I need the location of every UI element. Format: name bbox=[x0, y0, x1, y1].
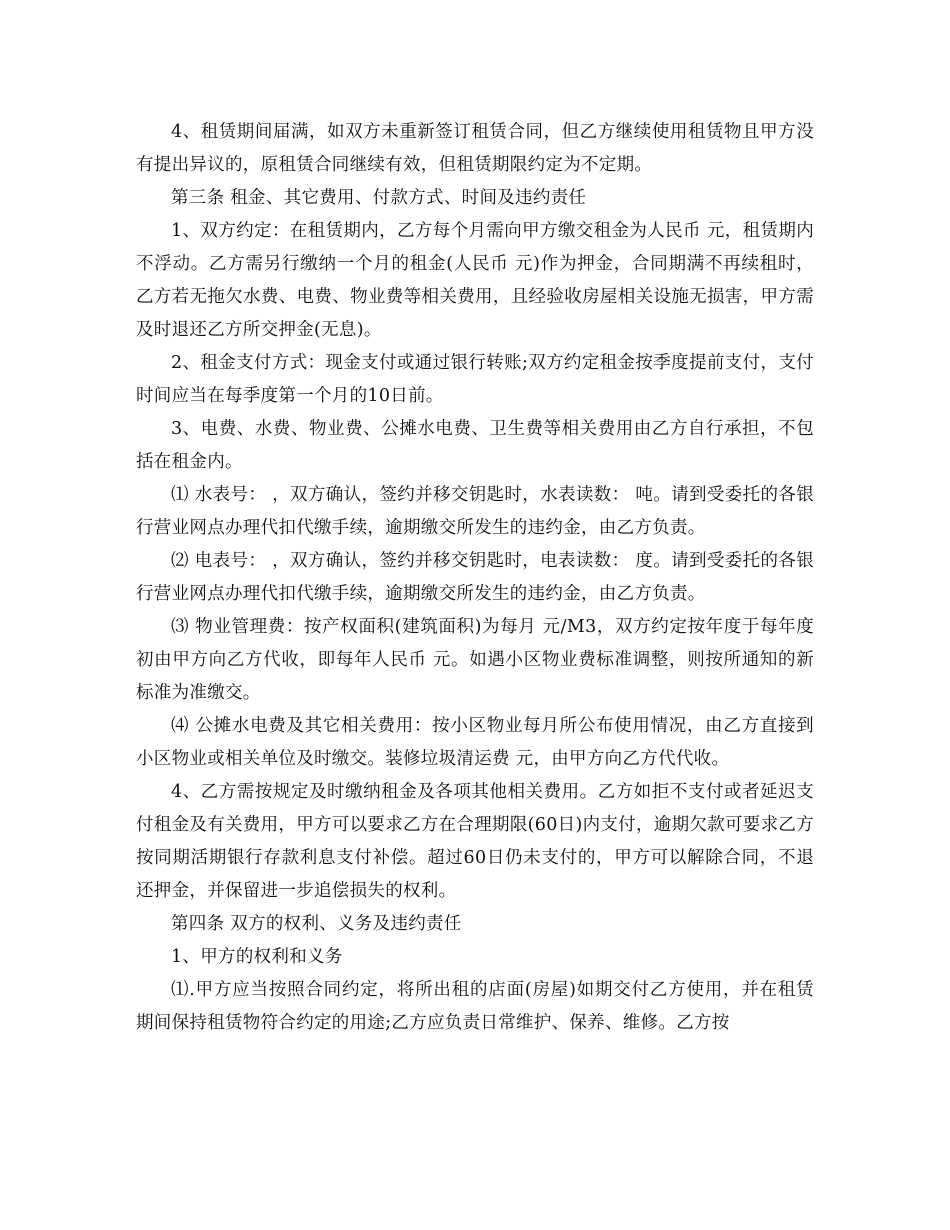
paragraph-late-payment: 4、乙方需按规定及时缴纳租金及各项其他相关费用。乙方如拒不支付或者延迟支付租金及有关费用，甲方可以要求乙方在合理期限(60日)内支付，逾期欠款可要求乙方按同期活期银行存款利息支付补偿。超过60日仍未支付的，甲方可以解除合同，不退还押金，并保留进一步追偿损失的权利。 bbox=[136, 782, 814, 901]
document-body bbox=[136, 116, 814, 1040]
paragraph-electric-meter: ⑵ 电表号： ，双方确认，签约并移交钥匙时，电表读数： 度。请到受委托的各银行营业网点办理代扣代缴手续，逾期缴交所发生的违约金，由乙方负责。 bbox=[136, 551, 814, 604]
paragraph-property-fee: ⑶ 物业管理费：按产权面积(建筑面积)为每月 元/M3，双方约定按年度于每年度初由甲方向乙方代收，即每年人民币 元。如遇小区物业费标准调整，则按所通知的新标准为准缴交。 bbox=[136, 617, 814, 703]
paragraph-utility-fees: 3、电费、水费、物业费、公摊水电费、卫生费等相关费用由乙方自行承担，不包括在租金内。 bbox=[136, 419, 814, 472]
paragraph-water-meter: ⑴ 水表号： ，双方确认，签约并移交钥匙时，水表读数： 吨。请到受委托的各银行营业网点办理代扣代缴手续，逾期缴交所发生的违约金，由乙方负责。 bbox=[136, 485, 814, 538]
heading-article-3: 第三条 租金、其它费用、付款方式、时间及违约责任 bbox=[171, 188, 587, 208]
paragraph-shared-fees: ⑷ 公摊水电费及其它相关费用：按小区物业每月所公布使用情况，由乙方直接到小区物业或相关单位及时缴交。装修垃圾清运费 元，由甲方向乙方代代收。 bbox=[136, 716, 814, 769]
paragraph-rent-agreement: 1、双方约定：在租赁期内，乙方每个月需向甲方缴交租金为人民币 元，租赁期内不浮动。乙方需另行缴纳一个月的租金(人民币 元)作为押金，合同期满不再续租时，乙方若无拖欠水费、电费、物业费等相关费用，且经验收房屋相关设施无损害，甲方需及时退还乙方所交押金(无息)。 bbox=[136, 221, 814, 340]
heading-article-4: 第四条 双方的权利、义务及违约责任 bbox=[171, 914, 462, 934]
paragraph-party-a-duty-1: ⑴.甲方应当按照合同约定，将所出租的店面(房屋)如期交付乙方使用，并在租赁期间保持租赁物符合约定的用途;乙方应负责日常维护、保养、维修。乙方按 bbox=[136, 980, 814, 1033]
heading-party-a-rights: 1、甲方的权利和义务 bbox=[171, 947, 343, 967]
paragraph-payment-method: 2、租金支付方式：现金支付或通过银行转账;双方约定租金按季度提前支付，支付时间应当在每季度第一个月的10日前。 bbox=[136, 353, 814, 406]
paragraph-clause-4-expiry: 4、租赁期间届满，如双方未重新签订租赁合同，但乙方继续使用租赁物且甲方没有提出异议的，原租赁合同继续有效，但租赁期限约定为不定期。 bbox=[136, 122, 814, 175]
